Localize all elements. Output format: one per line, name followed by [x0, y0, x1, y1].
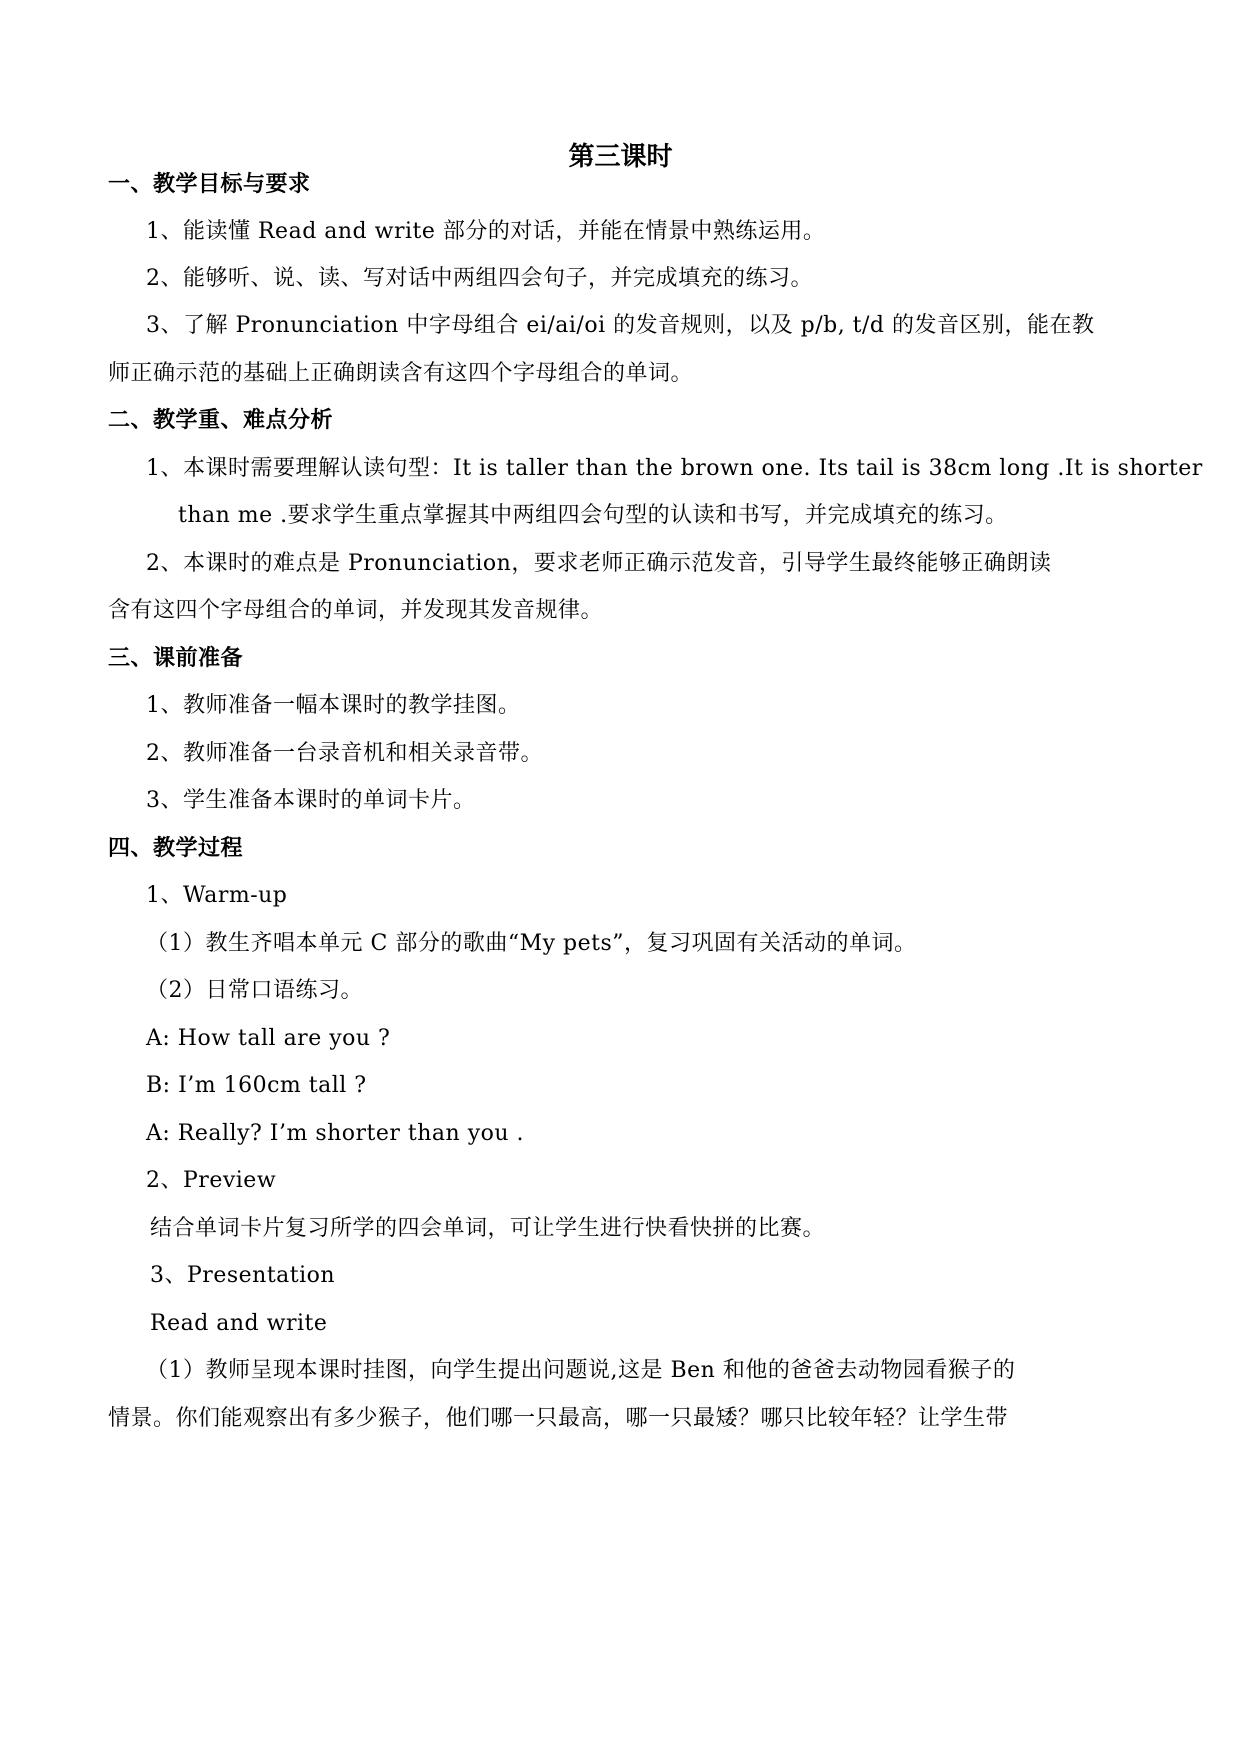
paragraph: than me .要求学生重点掌握其中两组四会句型的认读和书写，并完成填充的练习。: [178, 503, 1008, 528]
paragraph: 师正确示范的基础上正确朗读含有这四个字母组合的单词。: [108, 361, 694, 386]
dialog-line: A: How tall are you ?: [146, 1026, 391, 1051]
paragraph: 结合单词卡片复习所学的四会单词，可让学生进行快看快拼的比赛。: [150, 1216, 826, 1241]
paragraph: 2、本课时的难点是 Pronunciation，要求老师正确示范发音，引导学生最终能够正确朗读: [146, 551, 1052, 576]
paragraph: 2、教师准备一台录音机和相关录音带。: [146, 741, 543, 766]
paragraph: 2、能够听、说、读、写对话中两组四会句子，并完成填充的练习。: [146, 266, 813, 291]
paragraph: Read and write: [150, 1311, 328, 1336]
paragraph: （2）日常口语练习。: [146, 978, 363, 1003]
paragraph: 2、Preview: [146, 1168, 277, 1193]
paragraph: 3、了解 Pronunciation 中字母组合 ei/ai/oi 的发音规则，以及 p/b, t/d 的发音区别，能在教: [146, 313, 1095, 338]
paragraph: 1、教师准备一幅本课时的教学挂图。: [146, 693, 521, 718]
paragraph: （1）教生齐唱本单元 C 部分的歌曲“My pets”，复习巩固有关活动的单词。: [146, 931, 917, 956]
dialog-line: B: I’m 160cm tall ?: [146, 1073, 367, 1098]
page-title: 第三课时: [568, 142, 673, 172]
paragraph: 情景。你们能观察出有多少猴子，他们哪一只最高，哪一只最矮？哪只比较年轻？让学生带: [108, 1406, 1009, 1431]
dialog-line: A: Really? I’m shorter than you .: [146, 1121, 525, 1146]
paragraph: 含有这四个字母组合的单词，并发现其发音规律。: [108, 598, 604, 623]
section-heading-process: 四、教学过程: [108, 836, 244, 861]
paragraph: 1、本课时需要理解认读句型：It is taller than the brown one. Its tail is 38cm long .It is shorter: [146, 456, 1203, 481]
paragraph: 1、能读懂 Read and write 部分的对话，并能在情景中熟练运用。: [146, 219, 826, 244]
paragraph: 3、Presentation: [150, 1263, 336, 1288]
paragraph: 3、学生准备本课时的单词卡片。: [146, 788, 476, 813]
section-heading-preparation: 三、课前准备: [108, 646, 244, 671]
section-heading-key-points: 二、教学重、难点分析: [108, 408, 334, 433]
paragraph: 1、Warm-up: [146, 883, 288, 908]
paragraph: （1）教师呈现本课时挂图，向学生提出问题说,这是 Ben 和他的爸爸去动物园看猴子的: [146, 1358, 1016, 1383]
section-heading-objectives: 一、教学目标与要求: [108, 172, 311, 197]
